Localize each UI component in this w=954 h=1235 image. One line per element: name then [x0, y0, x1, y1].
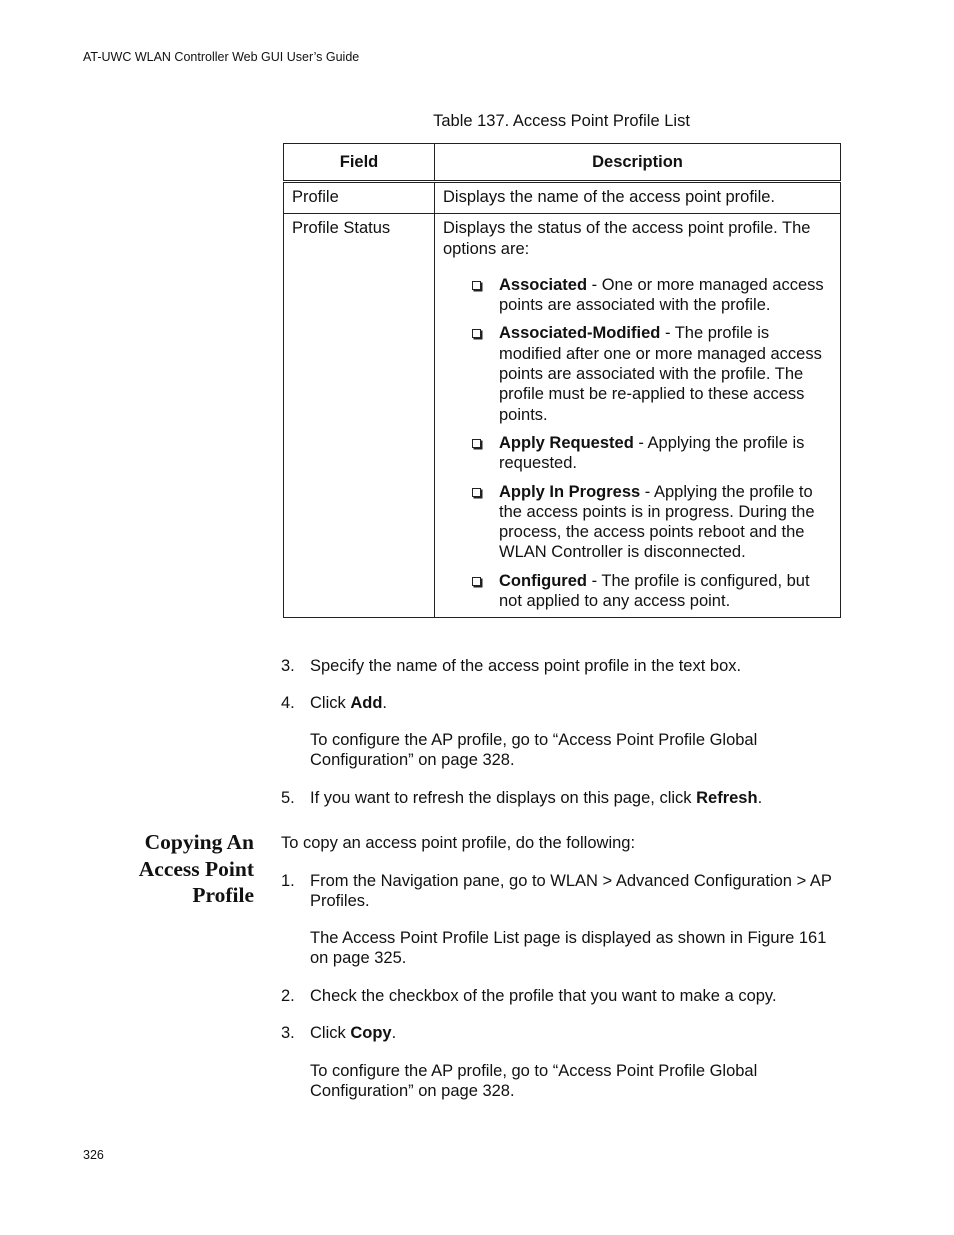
step-number: 3. — [281, 1024, 295, 1042]
step-text: Click — [310, 694, 351, 712]
step-text: Check the checkbox of the profile that you want to make a copy. — [310, 987, 777, 1005]
copy-step-1 — [281, 871, 841, 912]
step-bold-text: Copy — [350, 1024, 392, 1042]
heading-line: Profile — [192, 883, 254, 907]
step-number: 5. — [281, 789, 295, 807]
box-bullet-icon — [472, 439, 481, 448]
step-number: 1. — [281, 872, 295, 890]
list-item — [443, 482, 832, 563]
note-text: To configure the AP profile, go to “Access Point Profile Global Configuration” on page 328. — [310, 731, 758, 770]
step-3 — [281, 656, 841, 676]
step-text-end: . — [391, 1024, 397, 1042]
option-term: Configured — [499, 571, 587, 590]
note-text: To configure the AP profile, go to “Access Point Profile Global Configuration” on page 328. — [310, 1062, 758, 1101]
step-number: 3. — [281, 657, 295, 675]
step-5 — [281, 788, 841, 808]
list-item — [443, 275, 832, 316]
column-header-field: Field — [284, 144, 435, 182]
table-caption: Table 137. Access Point Profile List — [433, 112, 690, 130]
step-4 — [281, 693, 841, 713]
step-4-note — [281, 730, 841, 771]
step-text-end: . — [382, 694, 388, 712]
description-text: Displays the status of the access point profile. The options are: — [443, 219, 811, 258]
box-bullet-icon — [472, 329, 481, 338]
column-header-description: Description — [435, 144, 841, 182]
description-cell — [435, 214, 841, 618]
copy-step-3-note — [281, 1061, 841, 1102]
step-text: From the Navigation pane, go to WLAN > Advanced Configuration > AP Profiles. — [310, 872, 832, 911]
running-header: AT-UWC WLAN Controller Web GUI User’s Guide — [83, 50, 360, 64]
step-text-end: . — [757, 789, 763, 807]
step-text: Click — [310, 1024, 351, 1042]
copy-step-2 — [281, 986, 841, 1006]
option-term: Apply Requested — [499, 433, 634, 452]
option-term: Associated-Modified — [499, 324, 661, 343]
list-item — [443, 433, 832, 474]
access-point-profile-table — [283, 143, 841, 618]
description-cell: Displays the name of the access point profile. — [435, 182, 841, 214]
field-cell: Profile Status — [284, 214, 435, 618]
option-text: - Applying the profile is requested. — [499, 433, 805, 473]
section-intro — [281, 833, 841, 853]
status-options-list — [443, 275, 832, 611]
table-row — [284, 214, 841, 618]
table-row — [284, 182, 841, 214]
intro-text: To copy an access point profile, do the following: — [281, 834, 636, 852]
note-text: The Access Point Profile List page is displayed as shown in Figure 161 on page 325. — [310, 929, 827, 968]
option-term: Apply In Progress — [499, 482, 641, 501]
step-bold-text: Add — [350, 694, 383, 712]
step-text: Specify the name of the access point profile in the text box. — [310, 657, 742, 675]
heading-line: Access Point — [138, 856, 254, 881]
option-text: - The profile is configured, but not applied to any access point. — [499, 571, 810, 611]
heading-line: Copying An — [144, 830, 254, 854]
option-text: - Applying the profile to the access points is in progress. During the process, the access points reboot and the WLAN Controller is disconnected. — [499, 482, 815, 562]
page-number: 326 — [83, 1148, 104, 1162]
step-number: 2. — [281, 987, 295, 1005]
box-bullet-icon — [472, 577, 481, 586]
table-header-row — [284, 144, 841, 182]
field-cell: Profile — [284, 182, 435, 214]
step-text: If you want to refresh the displays on this page, click — [310, 789, 697, 807]
option-term: Associated — [499, 275, 588, 294]
option-text: - One or more managed access points are associated with the profile. — [499, 275, 824, 315]
copy-step-1-note — [281, 928, 841, 969]
list-item — [443, 571, 832, 612]
step-number: 4. — [281, 694, 295, 712]
box-bullet-icon — [472, 488, 481, 497]
step-bold-text: Refresh — [696, 789, 758, 807]
section-heading — [104, 829, 254, 909]
box-bullet-icon — [472, 281, 481, 290]
option-text: - The profile is modified after one or more managed access points are associated with the profile. The profile must be re-applied to these access points. — [499, 324, 822, 424]
copy-step-3 — [281, 1023, 841, 1043]
list-item — [443, 323, 832, 424]
